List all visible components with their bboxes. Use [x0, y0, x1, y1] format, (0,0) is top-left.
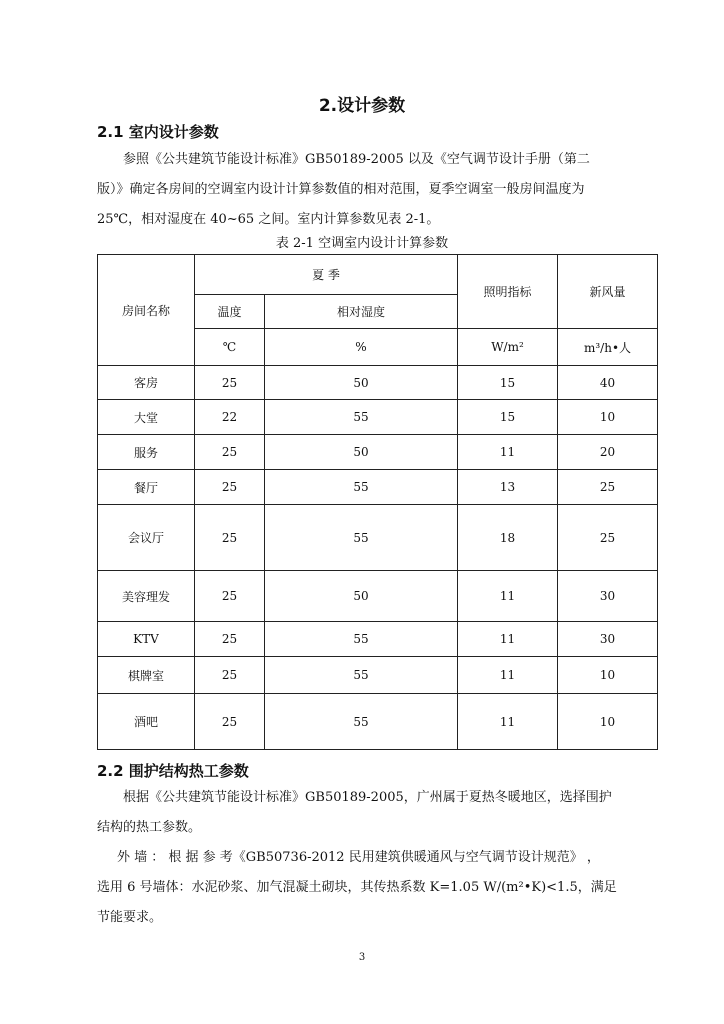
cell-humidity: 55 — [265, 505, 458, 571]
cell-lighting: 13 — [458, 470, 558, 505]
cell-lighting: 11 — [458, 657, 558, 694]
cell-humidity: 50 — [265, 366, 458, 400]
cell-room: KTV — [98, 622, 195, 657]
section-title-envelope: 2.2 围护结构热工参数 — [97, 762, 249, 780]
unit-temperature: ℃ — [195, 329, 265, 366]
unit-humidity: % — [265, 329, 458, 366]
paragraph-line: 结构的热工参数。 — [97, 820, 202, 835]
paragraph-line: 25℃，相对湿度在 40~65 之间。室内计算参数见表 2-1。 — [97, 212, 440, 227]
page-number: 3 — [358, 952, 366, 963]
section1-paragraph — [97, 145, 657, 235]
table-row — [98, 470, 658, 505]
header-temperature: 温度 — [195, 295, 265, 329]
header-lighting: 照明指标 — [458, 255, 558, 329]
paragraph-line: 外 墙 ： 根 据 参 考《GB50736-2012 民用建筑供暖通风与空气调节设计规范》 ， — [117, 850, 600, 865]
section2-paragraph-2 — [97, 843, 657, 933]
cell-temp: 22 — [195, 400, 265, 435]
paragraph-line: 参照《公共建筑节能设计标准》GB50189-2005 以及《空气调节设计手册（第二 — [123, 152, 590, 167]
paragraph-line: 根据《公共建筑节能设计标准》GB50189-2005，广州属于夏热冬暖地区，选择围护 — [123, 790, 612, 805]
cell-fresh-air: 10 — [558, 694, 658, 750]
cell-humidity: 50 — [265, 435, 458, 470]
cell-humidity: 55 — [265, 694, 458, 750]
cell-fresh-air: 20 — [558, 435, 658, 470]
header-room-name: 房间名称 — [98, 255, 195, 366]
section2-paragraph-1 — [97, 783, 657, 843]
cell-room: 美容理发 — [98, 571, 195, 622]
chapter-title: 2.设计参数 — [318, 96, 406, 116]
header-relative-humidity: 相对湿度 — [265, 295, 458, 329]
table-row — [98, 366, 658, 400]
cell-fresh-air: 30 — [558, 571, 658, 622]
paragraph-line: 版）》确定各房间的空调室内设计计算参数值的相对范围，夏季空调室一般房间温度为 — [97, 182, 585, 197]
cell-temp: 25 — [195, 366, 265, 400]
cell-room: 棋牌室 — [98, 657, 195, 694]
table-row — [98, 505, 658, 571]
cell-fresh-air: 10 — [558, 657, 658, 694]
cell-humidity: 55 — [265, 400, 458, 435]
cell-room: 客房 — [98, 366, 195, 400]
table-row — [98, 622, 658, 657]
cell-temp: 25 — [195, 435, 265, 470]
cell-lighting: 15 — [458, 366, 558, 400]
cell-fresh-air: 40 — [558, 366, 658, 400]
cell-temp: 25 — [195, 470, 265, 505]
cell-lighting: 11 — [458, 622, 558, 657]
cell-room: 酒吧 — [98, 694, 195, 750]
cell-fresh-air: 10 — [558, 400, 658, 435]
paragraph-line: 选用 6 号墙体：水泥砂浆、加气混凝土砌块，其传热系数 K=1.05 W/(m²•K)<1.5，满足 — [97, 880, 617, 895]
cell-room: 服务 — [98, 435, 195, 470]
cell-fresh-air: 25 — [558, 505, 658, 571]
cell-temp: 25 — [195, 694, 265, 750]
cell-humidity: 55 — [265, 470, 458, 505]
cell-room: 餐厅 — [98, 470, 195, 505]
cell-temp: 25 — [195, 657, 265, 694]
header-summer: 夏 季 — [195, 255, 458, 295]
unit-lighting: W/m² — [458, 329, 558, 366]
table-row — [98, 571, 658, 622]
cell-fresh-air: 25 — [558, 470, 658, 505]
unit-fresh-air: m³/h•人 — [558, 329, 658, 366]
table-row — [98, 400, 658, 435]
cell-temp: 25 — [195, 622, 265, 657]
cell-lighting: 15 — [458, 400, 558, 435]
section-title-indoor: 2.1 室内设计参数 — [97, 123, 219, 141]
cell-room: 大堂 — [98, 400, 195, 435]
cell-temp: 25 — [195, 571, 265, 622]
table-row — [98, 657, 658, 694]
indoor-parameters-table — [97, 254, 658, 750]
cell-lighting: 11 — [458, 435, 558, 470]
cell-humidity: 55 — [265, 657, 458, 694]
header-fresh-air: 新风量 — [558, 255, 658, 329]
table-row — [98, 435, 658, 470]
cell-lighting: 11 — [458, 694, 558, 750]
table-caption: 表 2-1 空调室内设计计算参数 — [275, 236, 449, 251]
paragraph-line: 节能要求。 — [97, 910, 163, 925]
table-row — [98, 694, 658, 750]
cell-room: 会议厅 — [98, 505, 195, 571]
cell-lighting: 18 — [458, 505, 558, 571]
cell-fresh-air: 30 — [558, 622, 658, 657]
cell-temp: 25 — [195, 505, 265, 571]
cell-humidity: 50 — [265, 571, 458, 622]
cell-humidity: 55 — [265, 622, 458, 657]
cell-lighting: 11 — [458, 571, 558, 622]
